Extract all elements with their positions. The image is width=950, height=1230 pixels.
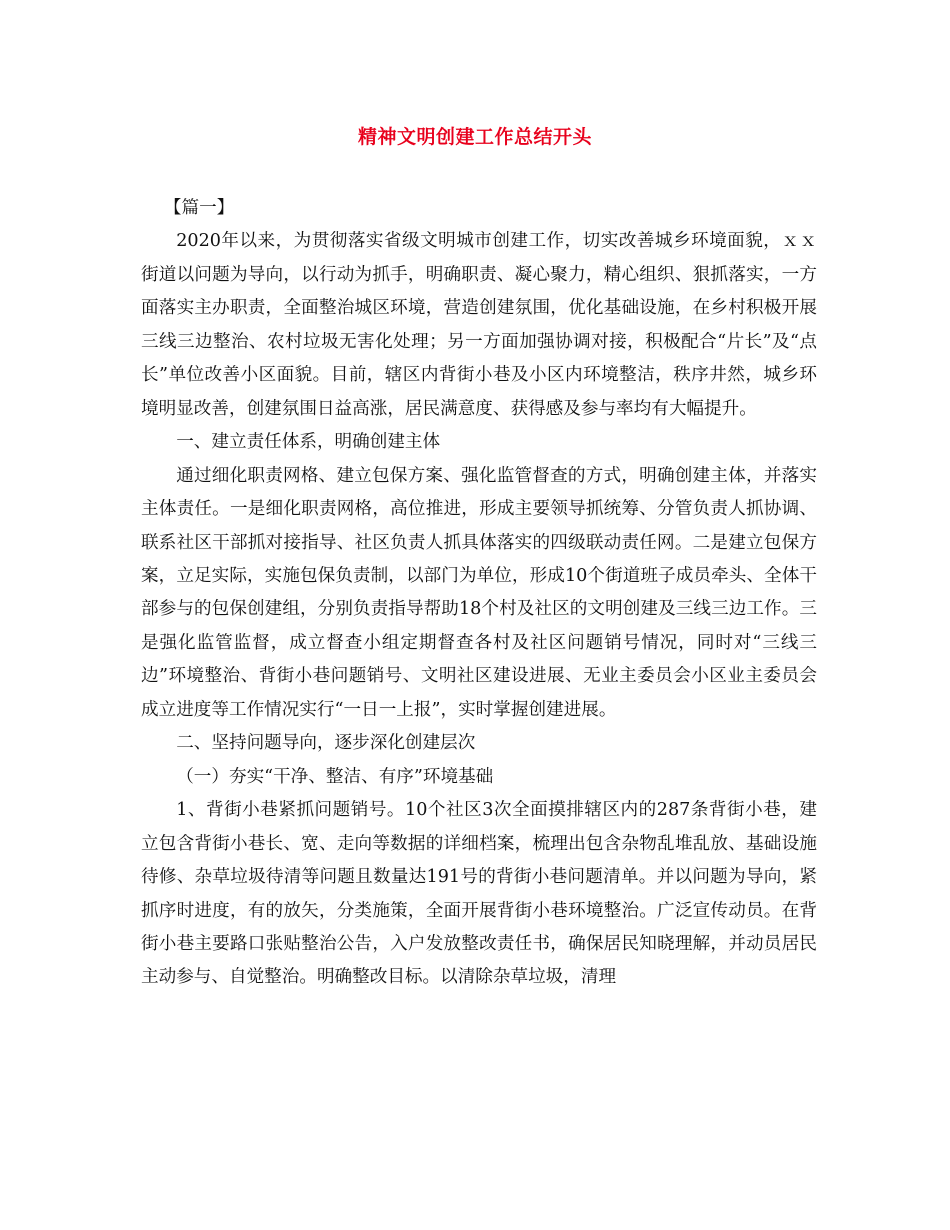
- document-body: [141, 192, 817, 995]
- back-alley-paragraph: 1、背街小巷紧抓问题销号。10个社区3次全面摸排辖区内的287条背街小巷，建立包含背街小巷长、宽、走向等数据的详细档案，梳理出包含杂物乱堆乱放、基础设施待修、杂草垃圾待清等问题且数量达191号的背街小巷问题清单。并以问题为导向，紧抓序时进度，有的放矢，分类施策，全面开展背街小巷环境整治。广泛宣传动员。在背街小巷主要路口张贴整治公告，入户发放整改责任书，确保居民知晓理解，并动员居民主动参与、自觉整治。明确整改目标。以清除杂草垃圾，清理: [141, 800, 817, 988]
- subheading-environment-foundation: （一）夯实“干净、整洁、有序”环境基础: [176, 766, 494, 787]
- document-title: 精神文明创建工作总结开头: [357, 126, 592, 148]
- section-marker: 【篇一】: [163, 198, 235, 218]
- heading-problem-oriented: 二、坚持问题导向，逐步深化创建层次: [176, 733, 476, 754]
- heading-responsibility-system: 一、建立责任体系，明确创建主体: [176, 432, 441, 453]
- responsibility-paragraph: 通过细化职责网格、建立包保方案、强化监管督查的方式，明确创建主体，并落实主体责任。一是细化职责网格，高位推进，形成主要领导抓统筹、分管负责人抓协调、联系社区干部抓对接指导、社区负责人抓具体落实的四级联动责任网。二是建立包保方案，立足实际，实施包保负责制，以部门为单位，形成10个街道班子成员牵头、全体干部参与的包保创建组，分别负责指导帮助18个村及社区的文明创建及三线三边工作。三是强化监管监督，成立督查小组定期督查各村及社区问题销号情况，同时对“三线三边”环境整治、背街小巷问题销号、文明社区建设进展、无业主委员会小区业主委员会成立进度等工作情况实行“一日一上报”，实时掌握创建进展。: [141, 465, 817, 720]
- intro-paragraph: 2020年以来，为贯彻落实省级文明城市创建工作，切实改善城乡环境面貌，ｘｘ街道以问题为导向，以行动为抓手，明确职责、凝心聚力，精心组织、狠抓落实，一方面落实主办职责，全面整治城区环境，营造创建氛围，优化基础设施，在乡村积极开展三线三边整治、农村垃圾无害化处理；另一方面加强协调对接，积极配合“片长”及“点长”单位改善小区面貌。目前，辖区内背街小巷及小区内环境整洁，秩序井然，城乡环境明显改善，创建氛围日益高涨，居民满意度、获得感及参与率均有大幅提升。: [141, 231, 817, 419]
